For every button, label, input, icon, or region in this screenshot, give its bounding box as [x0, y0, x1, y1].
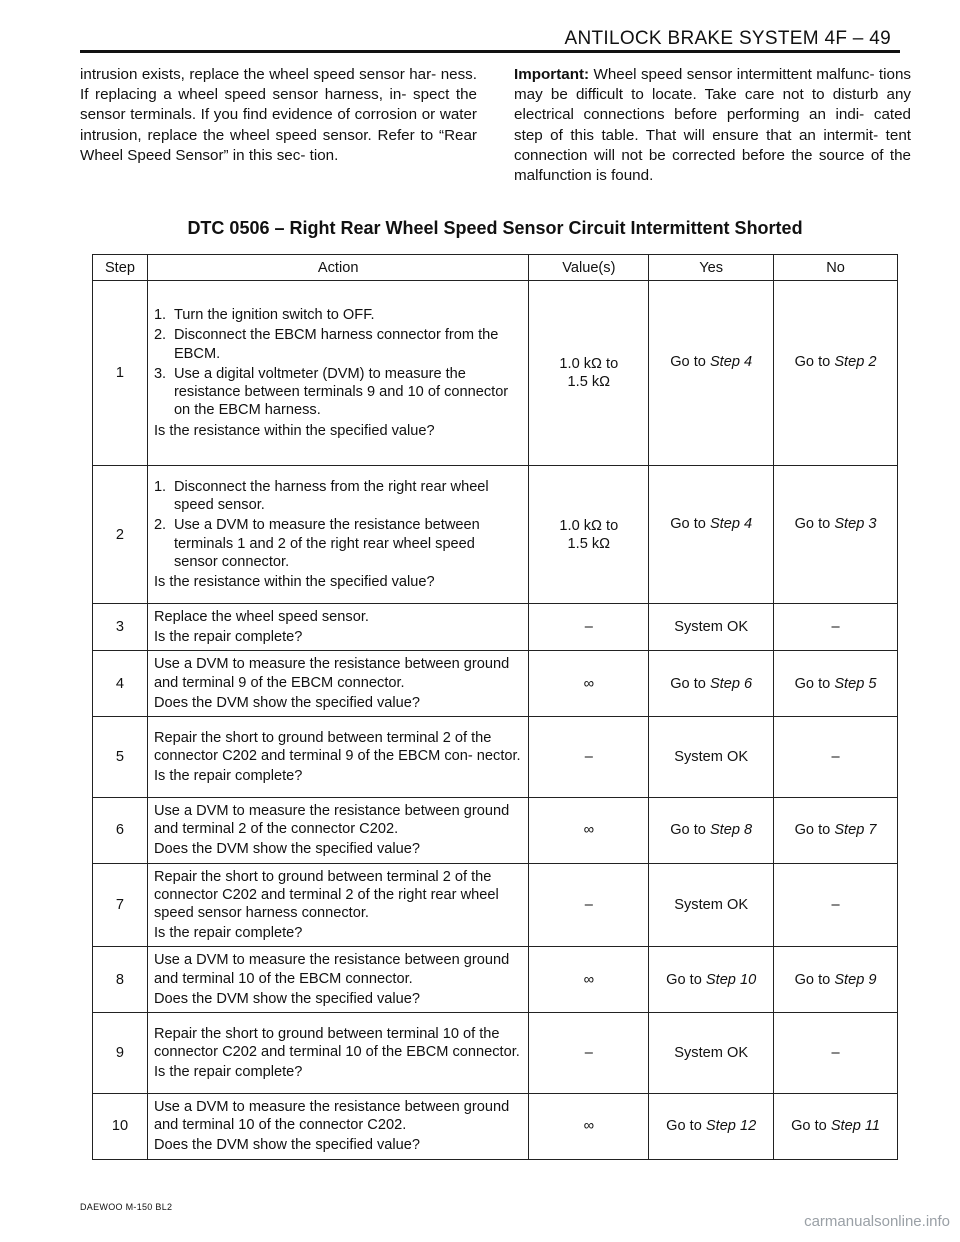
no-cell: Go to Step 2	[774, 281, 898, 466]
value-cell: 1.0 kΩ to 1.5 kΩ	[529, 466, 649, 604]
value-cell: –	[529, 604, 649, 651]
table-row	[93, 947, 898, 1013]
action-list-item: 1. Disconnect the harness from the right rear wheel speed sensor.	[153, 478, 489, 514]
table-row	[93, 798, 898, 864]
action-text: Repair the short to ground between terminal 2 of the connector C202 and terminal 2 of the right rear wheel speed sensor harness connector.	[153, 868, 499, 922]
value-cell: –	[529, 1013, 649, 1094]
action-question: Is the repair complete?	[153, 768, 303, 785]
table-row	[93, 717, 898, 798]
action-cell	[147, 604, 528, 651]
no-cell: Go to Step 3	[774, 466, 898, 604]
yes-cell: System OK	[649, 717, 774, 798]
step-number: 2	[93, 466, 148, 604]
action-list-item: 1. Turn the ignition switch to OFF.	[153, 307, 375, 324]
page-header-title: ANTILOCK BRAKE SYSTEM 4F – 49	[564, 28, 891, 49]
action-text: Replace the wheel speed sensor.	[153, 609, 369, 625]
no-cell: Go to Step 11	[774, 1094, 898, 1160]
action-list-item: 3. Use a digital voltmeter (DVM) to measure the resistance between terminals 9 and 10 of connector on the EBCM harness.	[153, 365, 509, 419]
step-number: 8	[93, 947, 148, 1013]
action-question: Is the repair complete?	[153, 1064, 303, 1081]
header-step: Step	[93, 255, 148, 281]
diagnostic-table	[92, 254, 898, 1160]
value-cell: 1.0 kΩ to 1.5 kΩ	[529, 281, 649, 466]
no-cell: Go to Step 7	[774, 798, 898, 864]
action-cell	[147, 717, 528, 798]
action-question: Does the DVM show the specified value?	[153, 1137, 421, 1154]
intro-right-paragraph	[514, 65, 911, 186]
action-question: Is the repair complete?	[153, 925, 303, 942]
action-question: Does the DVM show the specified value?	[153, 694, 421, 711]
action-question: Is the resistance within the specified value?	[153, 573, 435, 590]
step-number: 7	[93, 863, 148, 947]
table-row	[93, 604, 898, 651]
header-action: Action	[147, 255, 528, 281]
action-question: Does the DVM show the specified value?	[153, 990, 421, 1007]
value-cell: ∞	[529, 1094, 649, 1160]
important-text: Wheel speed sensor intermittent malfunc- tions may be difficult to locate. Take care not to disturb any electrical connections before performing an indi- cated step of this table. That will ensure that an intermit- tent connection will not be corrected before the source of the malfunction is found.	[514, 66, 911, 185]
header-no: No	[774, 255, 898, 281]
yes-cell: Go to Step 8	[649, 798, 774, 864]
action-cell	[147, 281, 528, 466]
step-number: 6	[93, 798, 148, 864]
action-question: Is the resistance within the specified value?	[153, 422, 435, 439]
action-text: Repair the short to ground between terminal 10 of the connector C202 and terminal 10 of the EBCM connector.	[153, 1025, 520, 1060]
yes-cell: Go to Step 4	[649, 466, 774, 604]
action-cell	[147, 651, 528, 717]
yes-cell: Go to Step 4	[649, 281, 774, 466]
value-cell: –	[529, 717, 649, 798]
yes-cell: Go to Step 6	[649, 651, 774, 717]
value-cell: –	[529, 863, 649, 947]
yes-cell: Go to Step 10	[649, 947, 774, 1013]
action-cell	[147, 466, 528, 604]
table-row	[93, 1013, 898, 1094]
header-rule	[80, 50, 900, 53]
important-label: Important:	[514, 66, 590, 83]
table-row	[93, 466, 898, 604]
no-cell: –	[774, 863, 898, 947]
yes-cell: System OK	[649, 863, 774, 947]
intro-left-paragraph: intrusion exists, replace the wheel speed sensor har- ness. If replacing a wheel speed sensor harness, in- spect the sensor terminals. If you find evidence of corrosion or water intrusion, replace the wheel speed sensor. Refer to “Rear Wheel Speed Sensor” in this sec- tion.	[80, 66, 477, 164]
action-cell	[147, 1094, 528, 1160]
step-number: 1	[93, 281, 148, 466]
no-cell: –	[774, 604, 898, 651]
value-cell: ∞	[529, 651, 649, 717]
step-number: 9	[93, 1013, 148, 1094]
value-cell: ∞	[529, 947, 649, 1013]
table-row	[93, 863, 898, 947]
step-number: 10	[93, 1094, 148, 1160]
yes-cell: System OK	[649, 1013, 774, 1094]
step-number: 3	[93, 604, 148, 651]
yes-cell: Go to Step 12	[649, 1094, 774, 1160]
watermark-link[interactable]: carmanualsonline.info	[804, 1213, 950, 1230]
no-cell: –	[774, 1013, 898, 1094]
action-list-item: 2. Use a DVM to measure the resistance between terminals 1 and 2 of the right rear wheel speed sensor connector.	[153, 517, 480, 570]
action-text: Use a DVM to measure the resistance between ground and terminal 9 of the EBCM connector.	[153, 656, 510, 691]
header-yes: Yes	[649, 255, 774, 281]
action-text: Repair the short to ground between terminal 2 of the connector C202 and terminal 9 of the EBCM con- nector.	[153, 729, 521, 764]
value-cell: ∞	[529, 798, 649, 864]
yes-cell: System OK	[649, 604, 774, 651]
action-text: Use a DVM to measure the resistance between ground and terminal 2 of the connector C202.	[153, 803, 510, 838]
header-values: Value(s)	[529, 255, 649, 281]
action-list-item: 2. Disconnect the EBCM harness connector from the EBCM.	[153, 327, 499, 362]
table-header-row	[93, 255, 898, 281]
table-title: DTC 0506 – Right Rear Wheel Speed Sensor Circuit Intermittent Shorted	[187, 218, 803, 238]
action-cell	[147, 947, 528, 1013]
footer-code: DAEWOO M-150 BL2	[80, 1202, 173, 1212]
action-cell	[147, 798, 528, 864]
step-number: 4	[93, 651, 148, 717]
action-question: Is the repair complete?	[153, 629, 303, 646]
step-number: 5	[93, 717, 148, 798]
action-question: Does the DVM show the specified value?	[153, 841, 421, 858]
action-text: Use a DVM to measure the resistance between ground and terminal 10 of the connector C202.	[153, 1099, 510, 1134]
no-cell: –	[774, 717, 898, 798]
action-cell	[147, 1013, 528, 1094]
no-cell: Go to Step 9	[774, 947, 898, 1013]
table-row	[93, 281, 898, 466]
action-text: Use a DVM to measure the resistance between ground and terminal 10 of the EBCM connector.	[153, 952, 510, 987]
table-row	[93, 651, 898, 717]
no-cell: Go to Step 5	[774, 651, 898, 717]
table-row	[93, 1094, 898, 1160]
action-cell	[147, 863, 528, 947]
